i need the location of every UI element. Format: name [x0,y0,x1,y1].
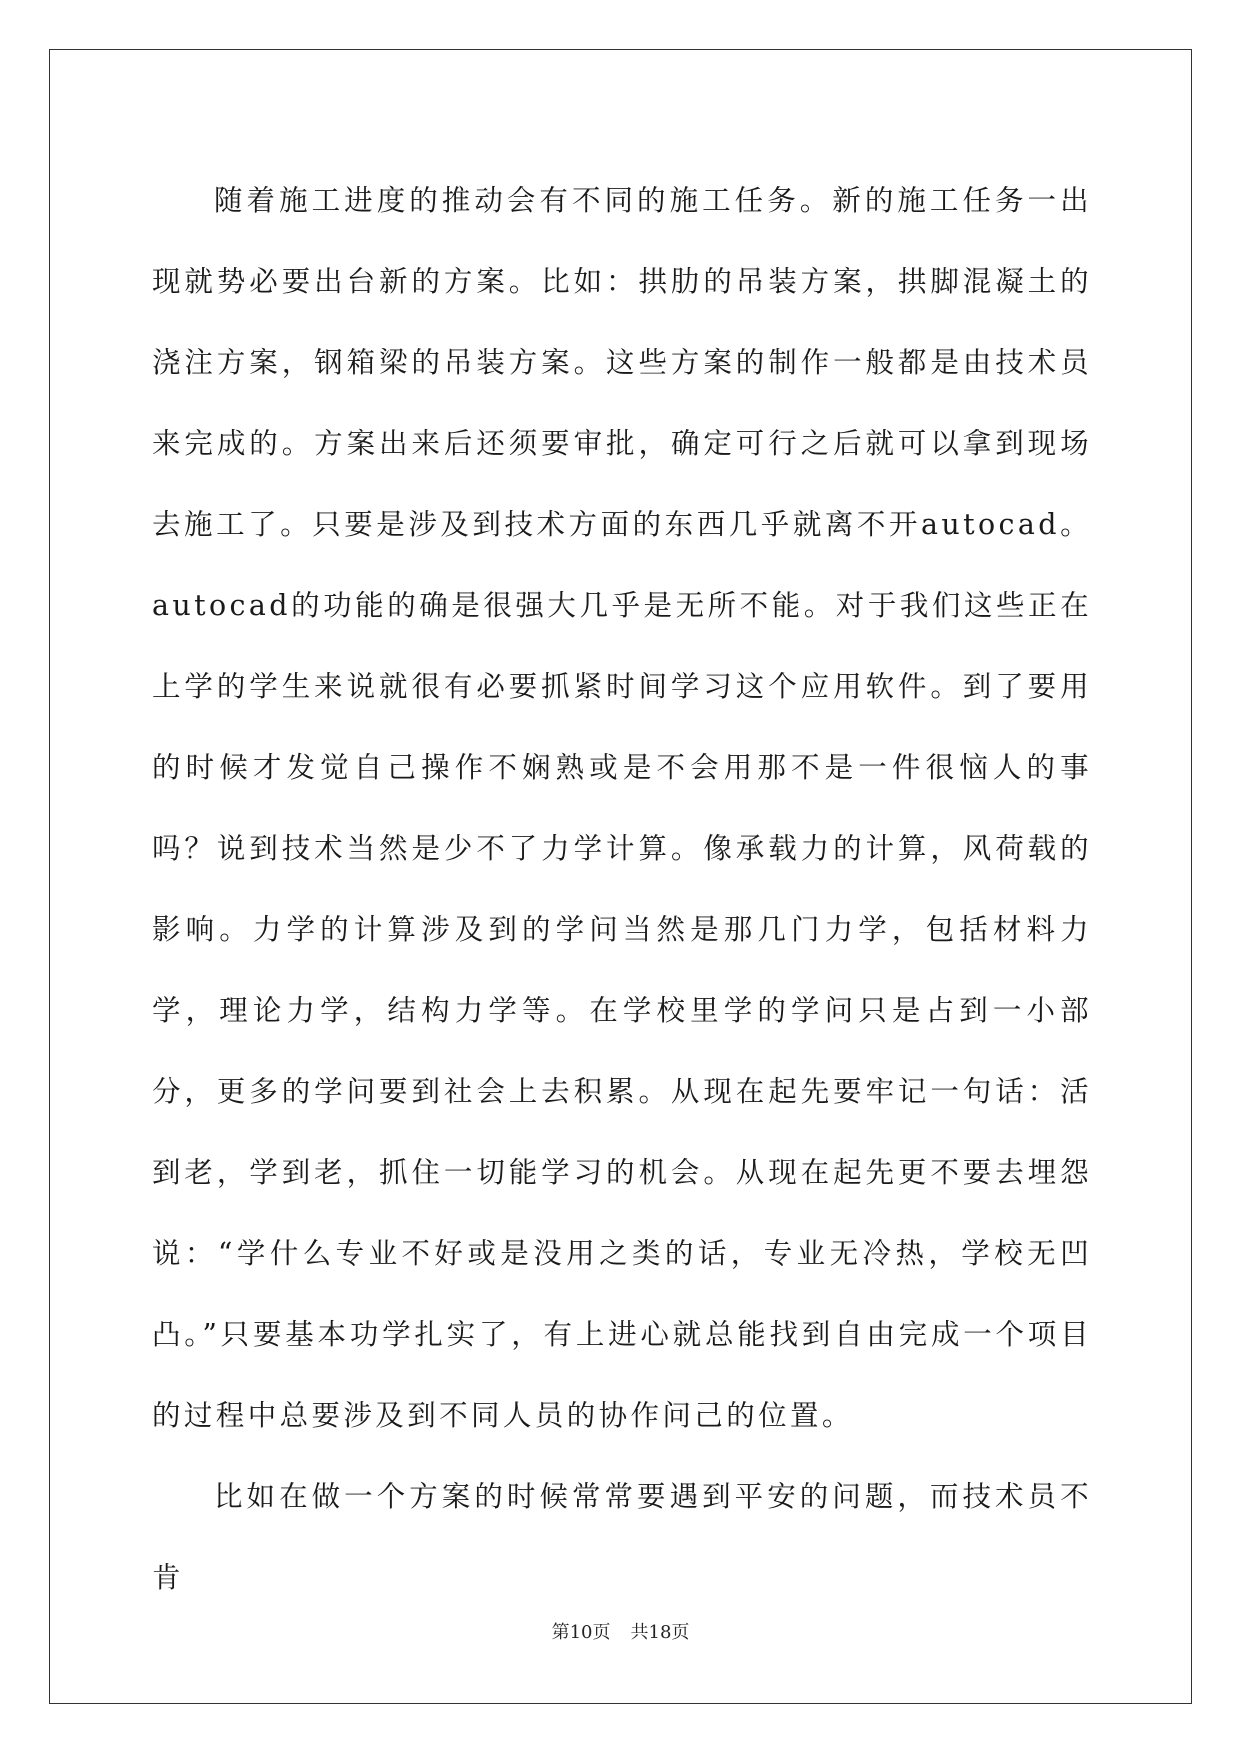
document-body [152,160,1092,1618]
paragraph-2: 比如在做一个方案的时候常常要遇到平安的问题，而技术员不肯 [152,1480,1092,1594]
page-footer [0,1618,1241,1644]
paragraph-1: 随着施工进度的推动会有不同的施工任务。新的施工任务一出现就势必要出台新的方案。比如：拱肋的吊装方案，拱脚混凝土的浇注方案，钢箱梁的吊装方案。这些方案的制作一般都是由技术员来完成的。方案出来后还须要审批，确定可行之后就可以拿到现场去施工了。只要是涉及到技术方面的东西几乎就离不开autocad。autocad的功能的确是很强大几乎是无所不能。对于我们这些正在上学的学生来说就很有必要抓紧时间学习这个应用软件。到了要用的时候才发觉自己操作不娴熟或是不会用那不是一件很恼人的事吗？说到技术当然是少不了力学计算。像承载力的计算，风荷载的影响。力学的计算涉及到的学问当然是那几门力学，包括材料力学，理论力学，结构力学等。在学校里学的学问只是占到一小部分，更多的学问要到社会上去积累。从现在起先要牢记一句话：活到老，学到老，抓住一切能学习的机会。从现在起先更不要去埋怨说：“学什么专业不好或是没用之类的话，专业无冷热，学校无凹凸。”只要基本功学扎实了，有上进心就总能找到自由完成一个项目的过程中总要涉及到不同人员的协作问己的位置。 [152,184,1092,1432]
page-number: 第10页 [551,1622,611,1643]
page-total: 共18页 [630,1622,690,1643]
